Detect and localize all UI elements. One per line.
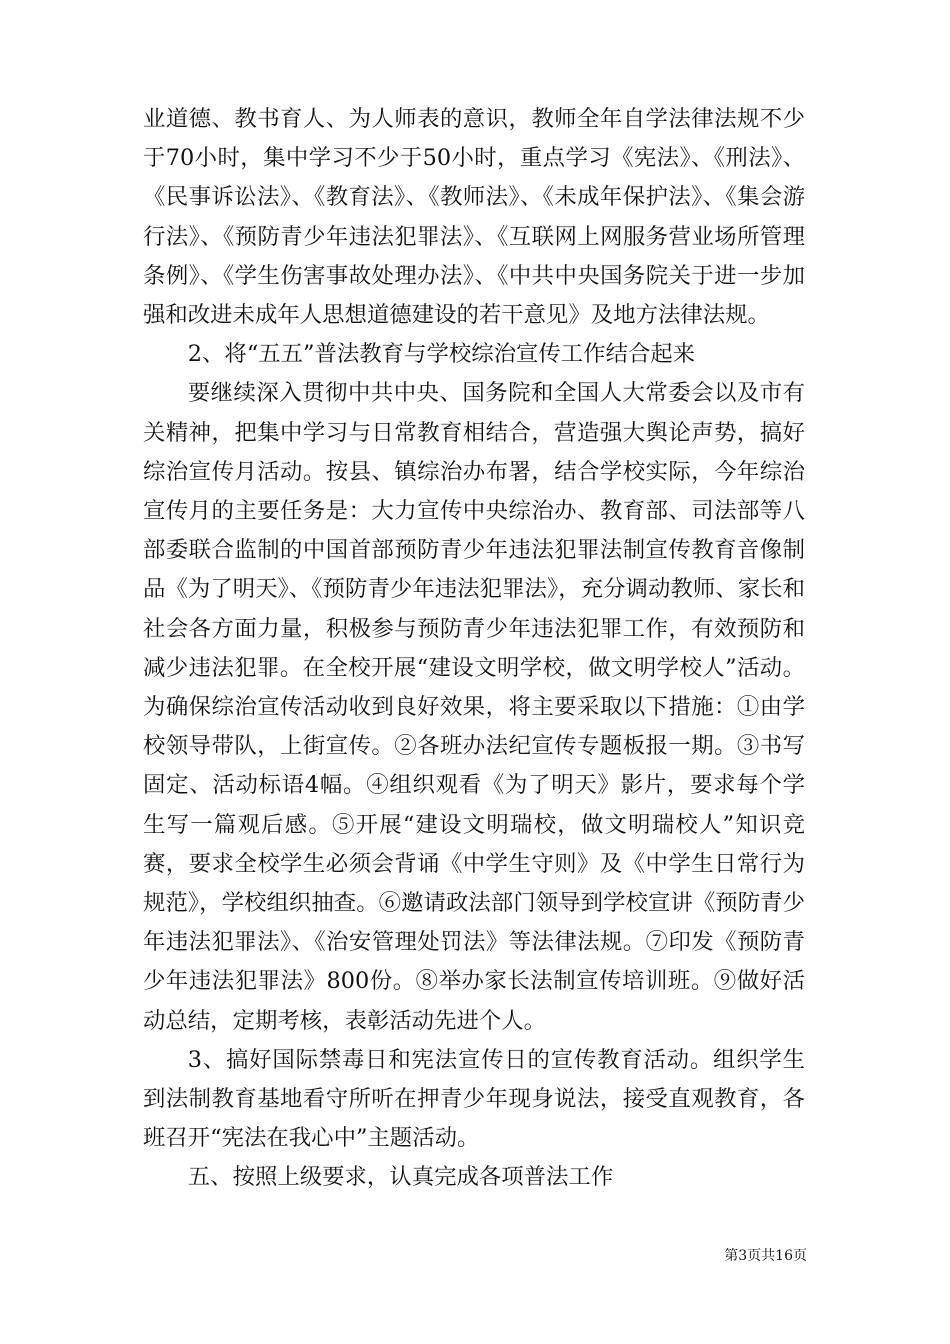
- page-number-footer: 第3页共16页: [724, 1248, 807, 1264]
- section-heading-3: 3、搞好国际禁毒日和宪法宣传日的宣传教育活动。组织学生到法制教育基地看守所听在押青少年现身说法，接受直观教育，各班召开“宪法在我心中”主题活动。: [143, 1046, 805, 1152]
- document-body: [143, 100, 805, 1198]
- section-heading-5: 五、按照上级要求，认真完成各项普法工作: [187, 1164, 614, 1191]
- paragraph-continued: 业道德、教书育人、为人师表的意识，教师全年自学法律法规不少于70小时，集中学习不少于50小时，重点学习《宪法》、《刑法》、《民事诉讼法》、《教育法》、《教师法》、《未成年保护法》、《集会游行法》、《预防青少年违法犯罪法》、《互联网上网服务营业场所管理条例》、《学生伤害事故处理办法》、《中共中央国务院关于进一步加强和改进未成年人思想道德建设的若干意见》及地方法律法规。: [143, 106, 805, 329]
- section-heading-2: 2、将“五五”普法教育与学校综治宣传工作结合起来: [187, 341, 696, 368]
- paragraph-measures: 要继续深入贯彻中共中央、国务院和全国人大常委会以及市有关精神，把集中学习与日常教育相结合，营造强大舆论声势，搞好综治宣传月活动。按县、镇综治办布署，结合学校实际，今年综治宣传月的主要任务是：大力宣传中央综治办、教育部、司法部等八部委联合监制的中国首部预防青少年违法犯罪法制宣传教育音像制品《为了明天》、《预防青少年违法犯罪法》，充分调动教师、家长和社会各方面力量，积极参与预防青少年违法犯罪工作，有效预防和减少违法犯罪。在全校开展“建设文明学校，做文明学校人”活动。为确保综治宣传活动收到良好效果，将主要采取以下措施：①由学校领导带队，上街宣传。②各班办法纪宣传专题板报一期。③书写固定、活动标语4幅。④组织观看《为了明天》影片，要求每个学生写一篇观后感。⑤开展“建设文明瑞校，做文明瑞校人”知识竞赛，要求全校学生必须会背诵《中学生守则》及《中学生日常行为规范》，学校组织抽查。⑥邀请政法部门领导到学校宣讲《预防青少年违法犯罪法》、《治安管理处罚法》等法律法规。⑦印发《预防青少年违法犯罪法》800份。⑧举办家长法制宣传培训班。⑨做好活动总结，定期考核，表彰活动先进个人。: [143, 380, 805, 1034]
